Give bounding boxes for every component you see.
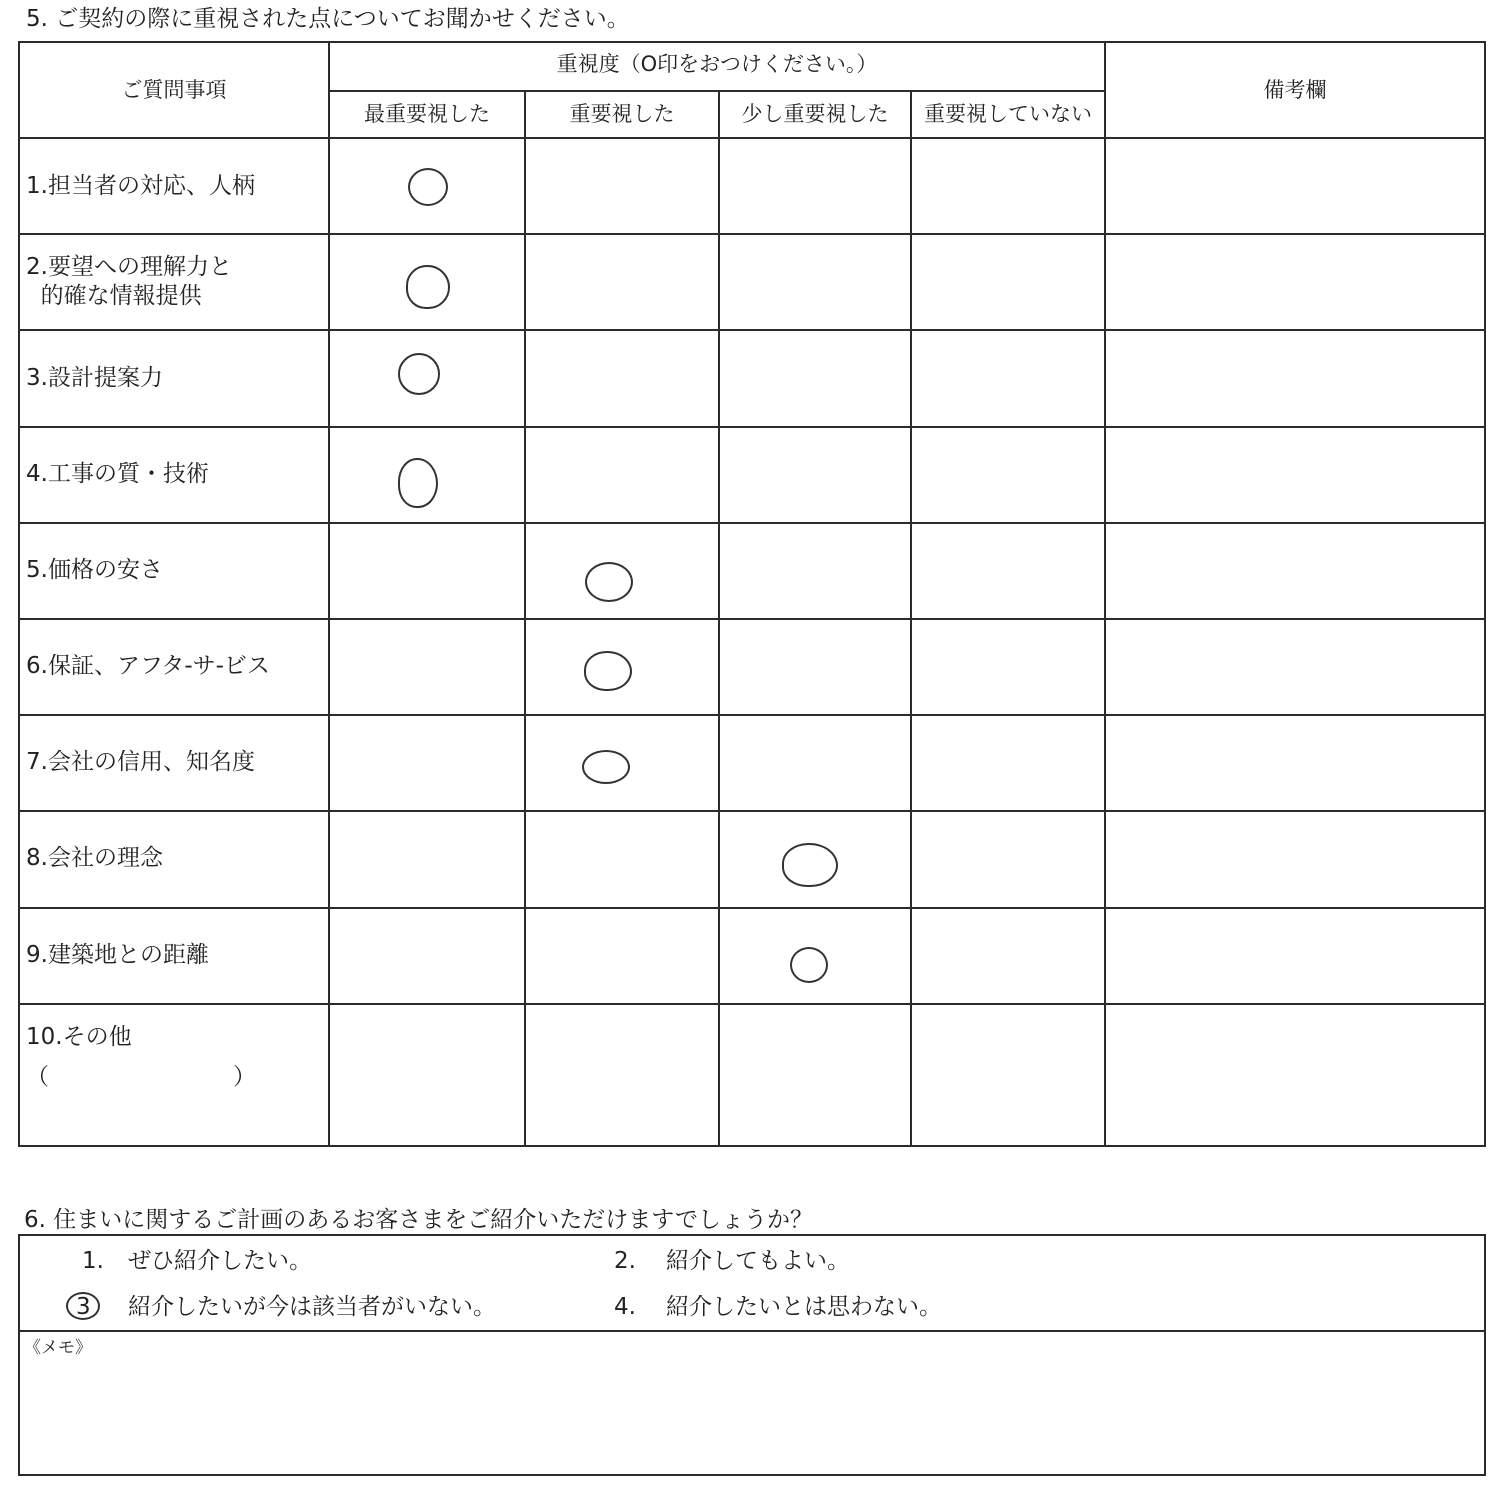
memo-divider [20,1330,1484,1332]
level-header: 重要視していない [924,102,1092,126]
level-header: 重要視した [569,102,675,126]
row-label: 5.価格の安さ [26,557,163,583]
importance-header: 重視度（O印をおつけください。） [556,52,878,76]
question-column-header: ご質問事項 [121,78,227,102]
col-divider [328,43,330,1145]
selection-circle-mark[interactable] [782,843,838,887]
option-label[interactable]: 紹介してもよい。 [666,1248,850,1274]
option-label[interactable]: ぜひ紹介したい。 [128,1248,312,1274]
selection-circle-mark[interactable] [398,353,440,395]
remarks-column-header: 備考欄 [1263,78,1327,102]
row-label: 10.その他 [26,1024,132,1050]
selection-circle-mark[interactable] [406,265,450,309]
selection-circle-mark[interactable] [582,750,630,784]
header-divider [328,90,1104,92]
selection-circle-mark[interactable] [398,458,438,508]
option-label[interactable]: 紹介したいが今は該当者がいない。 [128,1294,496,1320]
row-label: 6.保証、アフタ-サ-ビス [26,653,270,679]
row-label: 9.建築地との距離 [26,942,209,968]
q6-title: 6. 住まいに関するご計画のあるお客さまをご紹介いただけますでしょうか？ [24,1207,813,1233]
level-header: 最重要視した [364,102,490,126]
row-label: 8.会社の理念 [26,845,163,871]
row-divider [20,1003,1484,1005]
row-divider [20,714,1484,716]
row-label: 1.担当者の対応、人柄 [26,173,255,199]
row-label: 的確な情報提供 [26,283,202,309]
row-label: 7.会社の信用、知名度 [26,749,255,775]
selection-circle-mark[interactable] [584,651,632,691]
q6-options-box [18,1234,1486,1476]
row-divider [20,233,1484,235]
row-divider [20,426,1484,428]
row-divider [20,810,1484,812]
option-label[interactable]: 紹介したいとは思わない。 [666,1294,942,1320]
row-divider [20,522,1484,524]
q5-title: 5. ご契約の際に重視された点についてお聞かせください。 [26,6,630,32]
selection-circle-mark[interactable] [585,562,633,602]
col-divider [1104,43,1106,1145]
option-number: 3 [76,1294,91,1320]
memo-label: 《メモ》 [24,1338,92,1358]
row-label: 3.設計提案力 [26,365,163,391]
row-divider [20,907,1484,909]
row-divider [20,618,1484,620]
selection-circle-mark[interactable] [408,168,448,206]
option-number: 1. [82,1248,104,1274]
option-number: 4. [614,1294,636,1320]
q5-table [18,41,1486,1147]
selection-circle-mark[interactable] [790,947,828,983]
option-number: 2. [614,1248,636,1274]
row-label: 4.工事の質・技術 [26,461,209,487]
row-label: （ ） [26,1064,256,1090]
row-divider [20,329,1484,331]
row-label: 2.要望への理解力と [26,254,232,280]
level-header: 少し重要視した [741,102,889,126]
row-divider [20,137,1484,139]
